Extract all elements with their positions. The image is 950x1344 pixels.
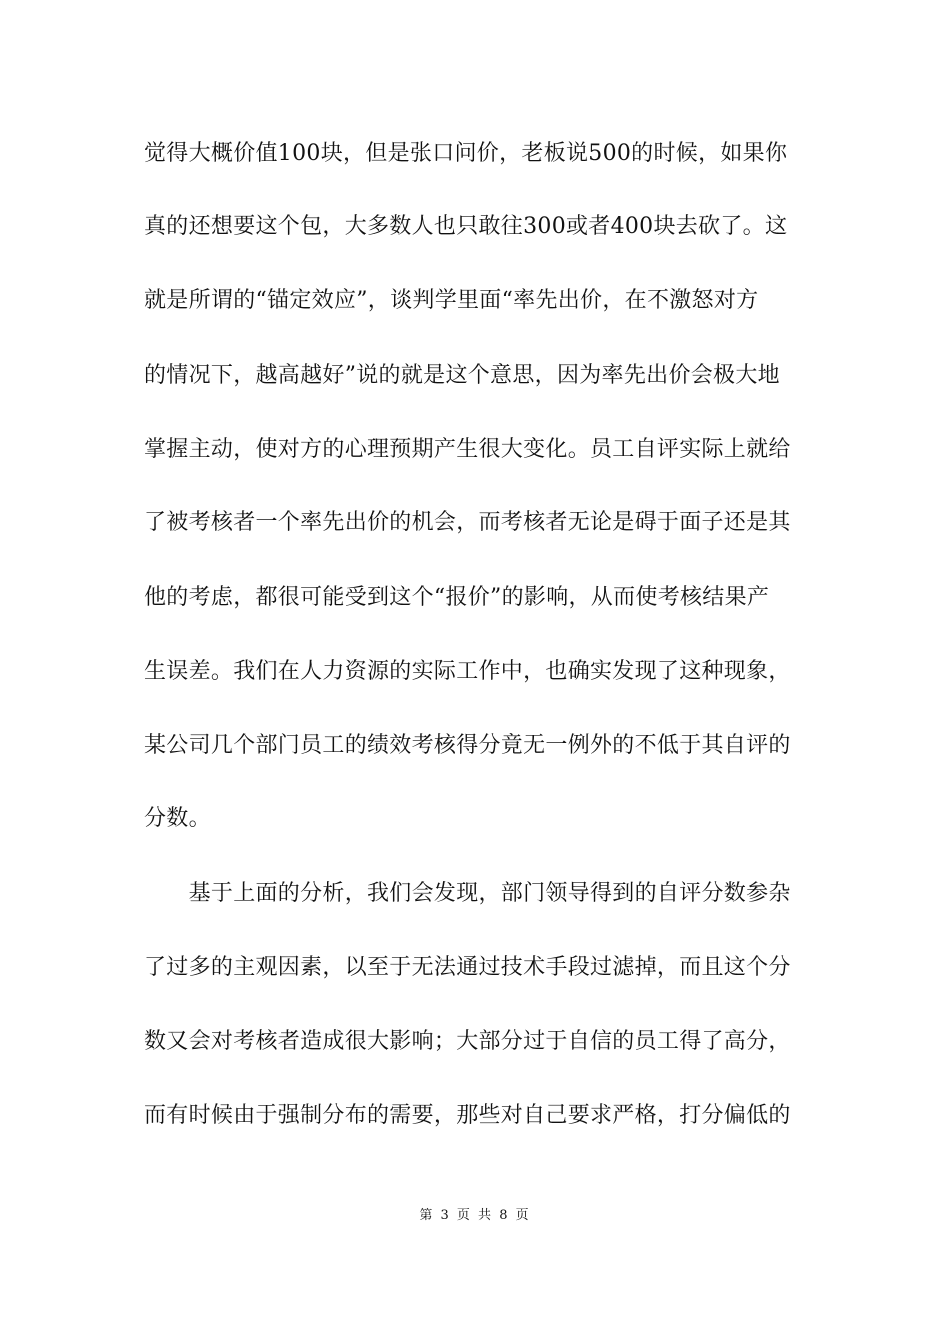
page-number-footer: 第 3 页 共 8 页 <box>419 1208 531 1223</box>
paragraph-2-line-2: 了过多的主观因素，以至于无法通过技术手段过滤掉，而且这个分 <box>144 955 791 980</box>
paragraph-2-line-4: 而有时候由于强制分布的需要，那些对自己要求严格，打分偏低的 <box>144 1103 791 1128</box>
paragraph-1-line-5: 掌握主动，使对方的心理预期产生很大变化。员工自评实际上就给 <box>144 437 791 462</box>
paragraph-1-line-3: 就是所谓的“锚定效应”，谈判学里面“率先出价，在不激怒对方 <box>144 288 759 313</box>
paragraph-1-line-4: 的情况下，越高越好”说的就是这个意思，因为率先出价会极大地 <box>144 363 780 388</box>
paragraph-1-line-2: 真的还想要这个包，大多数人也只敢往300或者400块去砍了。这 <box>144 214 788 239</box>
paragraph-1-line-9: 某公司几个部门员工的绩效考核得分竟无一例外的不低于其自评的 <box>144 733 791 758</box>
paragraph-1-line-10: 分数。 <box>144 806 211 831</box>
paragraph-1-line-1: 觉得大概价值100块，但是张口问价，老板说500的时候，如果你 <box>144 141 788 166</box>
paragraph-2-line-3: 数又会对考核者造成很大影响；大部分过于自信的员工得了高分， <box>144 1029 791 1054</box>
paragraph-1-line-7: 他的考虑，都很可能受到这个“报价”的影响，从而使考核结果产 <box>144 585 770 610</box>
paragraph-1-line-8: 生误差。我们在人力资源的实际工作中，也确实发现了这种现象， <box>144 659 791 684</box>
paragraph-2-line-1: 基于上面的分析，我们会发现，部门领导得到的自评分数参杂 <box>144 881 791 906</box>
paragraph-1-line-6: 了被考核者一个率先出价的机会，而考核者无论是碍于面子还是其 <box>144 510 791 535</box>
